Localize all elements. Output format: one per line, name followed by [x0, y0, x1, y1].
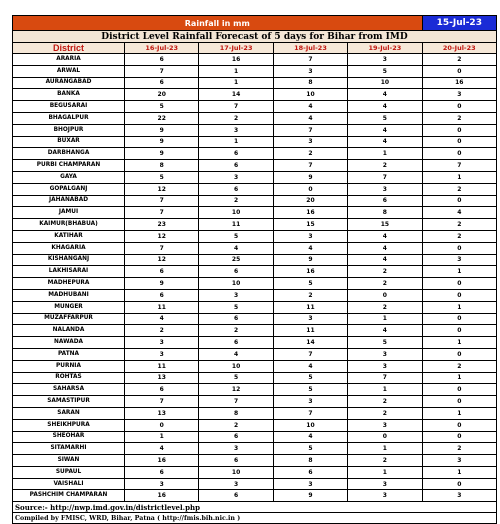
rainfall-value: 22 [125, 112, 199, 124]
table-title: Rainfall in mm [13, 16, 423, 31]
rainfall-value: 5 [199, 372, 273, 384]
rainfall-value: 0 [422, 384, 496, 396]
date-column-header: 18-Jul-23 [273, 43, 347, 54]
rainfall-value: 0 [422, 478, 496, 490]
table-row [13, 490, 497, 502]
rainfall-value: 6 [273, 466, 347, 478]
rainfall-value: 1 [348, 313, 422, 325]
rainfall-value: 3 [125, 478, 199, 490]
rainfall-value: 23 [125, 219, 199, 231]
table-row [13, 136, 497, 148]
rainfall-value: 2 [422, 219, 496, 231]
district-name: SHEIKHPURA [13, 419, 125, 431]
table-row [13, 396, 497, 408]
table-row [13, 278, 497, 290]
rainfall-value: 3 [199, 171, 273, 183]
rainfall-value: 0 [422, 101, 496, 113]
rainfall-value: 0 [422, 278, 496, 290]
table-row [13, 77, 497, 89]
district-name: JAHANABAD [13, 195, 125, 207]
rainfall-value: 0 [422, 289, 496, 301]
rainfall-value: 4 [273, 360, 347, 372]
rainfall-value: 2 [422, 183, 496, 195]
district-name: GAYA [13, 171, 125, 183]
rainfall-value: 3 [273, 478, 347, 490]
table-row [13, 455, 497, 467]
rainfall-value: 15 [348, 219, 422, 231]
district-column-header: District [13, 43, 125, 54]
rainfall-value: 6 [199, 313, 273, 325]
rainfall-value: 6 [199, 490, 273, 502]
rainfall-value: 1 [422, 266, 496, 278]
district-name: NAWADA [13, 337, 125, 349]
rainfall-value: 0 [125, 419, 199, 431]
rainfall-value: 3 [348, 478, 422, 490]
rainfall-value: 7 [273, 54, 347, 66]
rainfall-value: 11 [199, 219, 273, 231]
rainfall-value: 0 [422, 313, 496, 325]
compiled-row [13, 513, 497, 524]
rainfall-value: 5 [348, 112, 422, 124]
district-name: VAISHALI [13, 478, 125, 490]
table-row [13, 348, 497, 360]
rainfall-value: 2 [422, 360, 496, 372]
district-name: MUNGER [13, 301, 125, 313]
rainfall-value: 2 [348, 266, 422, 278]
rainfall-value: 7 [199, 101, 273, 113]
table-row [13, 124, 497, 136]
district-name: BEGUSARAI [13, 101, 125, 113]
rainfall-value: 8 [125, 160, 199, 172]
rainfall-value: 3 [273, 396, 347, 408]
rainfall-value: 3 [273, 65, 347, 77]
rainfall-value: 10 [348, 77, 422, 89]
rainfall-value: 7 [199, 396, 273, 408]
rainfall-value: 1 [422, 466, 496, 478]
rainfall-value: 6 [199, 266, 273, 278]
rainfall-value: 3 [348, 183, 422, 195]
table-row [13, 101, 497, 113]
rainfall-value: 0 [273, 183, 347, 195]
rainfall-value: 2 [348, 455, 422, 467]
table-row [13, 466, 497, 478]
column-header-row [13, 43, 497, 54]
rainfall-value: 11 [273, 325, 347, 337]
rainfall-value: 4 [125, 313, 199, 325]
district-name: KISHANGANJ [13, 254, 125, 266]
rainfall-value: 3 [125, 348, 199, 360]
district-name: ARWAL [13, 65, 125, 77]
rainfall-value: 7 [273, 348, 347, 360]
district-name: DARBHANGA [13, 148, 125, 160]
rainfall-value: 12 [125, 230, 199, 242]
rainfall-value: 1 [199, 77, 273, 89]
rainfall-value: 8 [199, 407, 273, 419]
rainfall-value: 16 [273, 207, 347, 219]
rainfall-value: 0 [348, 431, 422, 443]
table-row [13, 443, 497, 455]
rainfall-value: 4 [348, 254, 422, 266]
table-row [13, 360, 497, 372]
table-row [13, 478, 497, 490]
rainfall-value: 6 [125, 54, 199, 66]
table-row [13, 242, 497, 254]
district-name: KHAGARIA [13, 242, 125, 254]
rainfall-value: 2 [348, 160, 422, 172]
district-name: SUPAUL [13, 466, 125, 478]
rainfall-value: 1 [348, 148, 422, 160]
rainfall-value: 9 [273, 254, 347, 266]
rainfall-value: 12 [125, 183, 199, 195]
rainfall-value: 2 [422, 230, 496, 242]
rainfall-value: 4 [273, 112, 347, 124]
rainfall-value: 11 [125, 360, 199, 372]
rainfall-value: 1 [422, 171, 496, 183]
rainfall-value: 9 [125, 124, 199, 136]
rainfall-value: 4 [348, 325, 422, 337]
rainfall-value: 4 [199, 242, 273, 254]
rainfall-value: 15 [273, 219, 347, 231]
rainfall-value: 1 [348, 384, 422, 396]
rainfall-value: 4 [199, 348, 273, 360]
compiled-note: Compiled by FMISC, WRD, Bihar, Patna ( http://fmis.bih.nic.in ) [13, 513, 497, 524]
rainfall-value: 2 [422, 443, 496, 455]
district-name: PASHCHIM CHAMPARAN [13, 490, 125, 502]
district-name: AURANGABAD [13, 77, 125, 89]
rainfall-value: 4 [348, 101, 422, 113]
rainfall-value: 4 [273, 101, 347, 113]
rainfall-value: 7 [422, 160, 496, 172]
district-name: SAMASTIPUR [13, 396, 125, 408]
rainfall-value: 2 [348, 301, 422, 313]
rainfall-value: 9 [273, 490, 347, 502]
rainfall-value: 10 [199, 360, 273, 372]
rainfall-value: 10 [273, 89, 347, 101]
table-row [13, 301, 497, 313]
rainfall-value: 3 [422, 89, 496, 101]
rainfall-value: 7 [348, 171, 422, 183]
rainfall-value: 1 [422, 407, 496, 419]
rainfall-value: 2 [348, 278, 422, 290]
rainfall-value: 4 [273, 431, 347, 443]
district-name: NALANDA [13, 325, 125, 337]
rainfall-value: 10 [273, 419, 347, 431]
rainfall-value: 1 [348, 443, 422, 455]
rainfall-value: 1 [348, 466, 422, 478]
rainfall-value: 6 [199, 455, 273, 467]
district-name: BANKA [13, 89, 125, 101]
rainfall-value: 3 [422, 254, 496, 266]
table-row [13, 337, 497, 349]
rainfall-value: 3 [273, 136, 347, 148]
table-row [13, 372, 497, 384]
rainfall-value: 13 [125, 407, 199, 419]
table-row [13, 65, 497, 77]
rainfall-value: 5 [273, 443, 347, 455]
table-row [13, 431, 497, 443]
rainfall-value: 11 [125, 301, 199, 313]
rainfall-value: 16 [125, 490, 199, 502]
rainfall-value: 1 [125, 431, 199, 443]
rainfall-value: 6 [348, 195, 422, 207]
date-column-header: 20-Jul-23 [422, 43, 496, 54]
rainfall-value: 12 [199, 384, 273, 396]
rainfall-value: 0 [422, 431, 496, 443]
rainfall-value: 2 [199, 419, 273, 431]
table-row [13, 384, 497, 396]
table-row [13, 254, 497, 266]
rainfall-value: 3 [348, 360, 422, 372]
rainfall-value: 9 [125, 278, 199, 290]
district-name: SAHARSA [13, 384, 125, 396]
rainfall-value: 2 [348, 396, 422, 408]
rainfall-value: 14 [199, 89, 273, 101]
district-name: BHAGALPUR [13, 112, 125, 124]
district-name: KATIHAR [13, 230, 125, 242]
district-name: PURBI CHAMPARAN [13, 160, 125, 172]
rainfall-value: 3 [348, 419, 422, 431]
rainfall-value: 13 [125, 372, 199, 384]
table-row [13, 54, 497, 66]
rainfall-value: 5 [125, 101, 199, 113]
rainfall-value: 3 [199, 443, 273, 455]
rainfall-value: 4 [348, 89, 422, 101]
rainfall-value: 6 [125, 384, 199, 396]
table-row [13, 289, 497, 301]
rainfall-value: 10 [199, 278, 273, 290]
rainfall-value: 5 [199, 301, 273, 313]
rainfall-value: 7 [273, 407, 347, 419]
rainfall-value: 7 [125, 65, 199, 77]
rainfall-value: 9 [125, 136, 199, 148]
table-row [13, 195, 497, 207]
rainfall-value: 3 [273, 230, 347, 242]
rainfall-value: 10 [199, 466, 273, 478]
rainfall-value: 2 [273, 289, 347, 301]
rainfall-value: 16 [422, 77, 496, 89]
rainfall-value: 0 [422, 195, 496, 207]
rainfall-value: 4 [422, 207, 496, 219]
table-row [13, 266, 497, 278]
rainfall-value: 16 [199, 54, 273, 66]
date-column-header: 17-Jul-23 [199, 43, 273, 54]
rainfall-value: 3 [348, 348, 422, 360]
rainfall-value: 2 [422, 54, 496, 66]
rainfall-value: 20 [125, 89, 199, 101]
rainfall-value: 7 [273, 124, 347, 136]
issue-date-badge: 15-Jul-23 [422, 16, 496, 31]
rainfall-value: 20 [273, 195, 347, 207]
rainfall-value: 0 [422, 136, 496, 148]
district-name: MADHUBANI [13, 289, 125, 301]
rainfall-value: 2 [199, 195, 273, 207]
rainfall-value: 2 [125, 325, 199, 337]
table-row [13, 183, 497, 195]
rainfall-value: 0 [422, 65, 496, 77]
rainfall-value: 5 [273, 278, 347, 290]
table-row [13, 230, 497, 242]
rainfall-value: 4 [348, 136, 422, 148]
rainfall-value: 1 [422, 337, 496, 349]
rainfall-value: 0 [348, 289, 422, 301]
district-name: SARAN [13, 407, 125, 419]
rainfall-value: 3 [199, 478, 273, 490]
date-column-header: 19-Jul-23 [348, 43, 422, 54]
rainfall-value: 6 [199, 148, 273, 160]
rainfall-value: 1 [199, 65, 273, 77]
table-row [13, 160, 497, 172]
rainfall-value: 6 [199, 431, 273, 443]
table-row [13, 325, 497, 337]
district-name: JAMUI [13, 207, 125, 219]
rainfall-value: 1 [199, 136, 273, 148]
rainfall-value: 6 [199, 337, 273, 349]
rainfall-value: 9 [273, 171, 347, 183]
rainfall-value: 5 [348, 65, 422, 77]
rainfall-value: 2 [348, 407, 422, 419]
title-row [13, 16, 497, 31]
district-name: MADHEPURA [13, 278, 125, 290]
rainfall-value: 5 [125, 171, 199, 183]
rainfall-value: 3 [199, 124, 273, 136]
rainfall-value: 10 [199, 207, 273, 219]
source-row [13, 502, 497, 513]
rainfall-value: 7 [125, 242, 199, 254]
rainfall-value: 0 [422, 124, 496, 136]
rainfall-value: 4 [348, 242, 422, 254]
table-row [13, 313, 497, 325]
rainfall-value: 8 [348, 207, 422, 219]
rainfall-value: 5 [273, 384, 347, 396]
district-name: PATNA [13, 348, 125, 360]
subtitle-row [13, 31, 497, 43]
rainfall-value: 3 [422, 490, 496, 502]
rainfall-value: 6 [125, 289, 199, 301]
rainfall-value: 6 [125, 266, 199, 278]
district-name: ARARIA [13, 54, 125, 66]
table-row [13, 419, 497, 431]
rainfall-value: 12 [125, 254, 199, 266]
rainfall-value: 6 [199, 160, 273, 172]
rainfall-value: 7 [348, 372, 422, 384]
district-name: SIWAN [13, 455, 125, 467]
table-row [13, 148, 497, 160]
district-name: BHOJPUR [13, 124, 125, 136]
rainfall-value: 2 [199, 112, 273, 124]
rainfall-value: 5 [273, 372, 347, 384]
rainfall-value: 7 [125, 195, 199, 207]
rainfall-value: 2 [199, 325, 273, 337]
rainfall-value: 1 [422, 372, 496, 384]
rainfall-value: 6 [125, 466, 199, 478]
rainfall-value: 0 [422, 148, 496, 160]
rainfall-value: 0 [422, 396, 496, 408]
table-row [13, 89, 497, 101]
district-name: SITAMARHI [13, 443, 125, 455]
rainfall-value: 7 [273, 160, 347, 172]
rainfall-value: 6 [199, 183, 273, 195]
table-row [13, 112, 497, 124]
rainfall-value: 11 [273, 301, 347, 313]
rainfall-value: 3 [273, 313, 347, 325]
rainfall-value: 9 [125, 148, 199, 160]
table-subtitle: District Level Rainfall Forecast of 5 days for Bihar from IMD [13, 31, 497, 43]
district-name: SHEOHAR [13, 431, 125, 443]
rainfall-value: 0 [422, 325, 496, 337]
table-row [13, 407, 497, 419]
rainfall-value: 2 [273, 148, 347, 160]
rainfall-value: 0 [422, 419, 496, 431]
rainfall-forecast-sheet [12, 15, 496, 524]
district-name: KAIMUR(BHABUA) [13, 219, 125, 231]
rainfall-value: 8 [273, 77, 347, 89]
district-name: MUZAFFARPUR [13, 313, 125, 325]
rainfall-value: 8 [273, 455, 347, 467]
table-row [13, 171, 497, 183]
rainfall-value: 3 [348, 54, 422, 66]
district-name: BUXAR [13, 136, 125, 148]
rainfall-value: 0 [422, 242, 496, 254]
district-name: ROHTAS [13, 372, 125, 384]
rainfall-value: 3 [422, 455, 496, 467]
rainfall-value: 5 [199, 230, 273, 242]
date-column-header: 16-Jul-23 [125, 43, 199, 54]
rainfall-value: 25 [199, 254, 273, 266]
district-name: GOPALGANJ [13, 183, 125, 195]
rainfall-value: 3 [199, 289, 273, 301]
rainfall-value: 16 [273, 266, 347, 278]
rainfall-value: 4 [273, 242, 347, 254]
rainfall-value: 6 [125, 77, 199, 89]
rainfall-value: 14 [273, 337, 347, 349]
rainfall-value: 0 [422, 348, 496, 360]
rainfall-value: 4 [348, 230, 422, 242]
rainfall-value: 3 [125, 337, 199, 349]
rainfall-value: 2 [422, 112, 496, 124]
forecast-table [12, 15, 497, 524]
rainfall-value: 7 [125, 396, 199, 408]
source-note: Source:- http://nwp.imd.gov.in/districtlevel.php [13, 502, 497, 513]
table-row [13, 219, 497, 231]
rainfall-value: 4 [125, 443, 199, 455]
district-name: LAKHISARAI [13, 266, 125, 278]
table-row [13, 207, 497, 219]
district-name: PURNIA [13, 360, 125, 372]
rainfall-value: 16 [125, 455, 199, 467]
rainfall-value: 5 [348, 337, 422, 349]
rainfall-value: 3 [348, 490, 422, 502]
rainfall-value: 1 [422, 301, 496, 313]
rainfall-value: 4 [348, 124, 422, 136]
rainfall-value: 7 [125, 207, 199, 219]
